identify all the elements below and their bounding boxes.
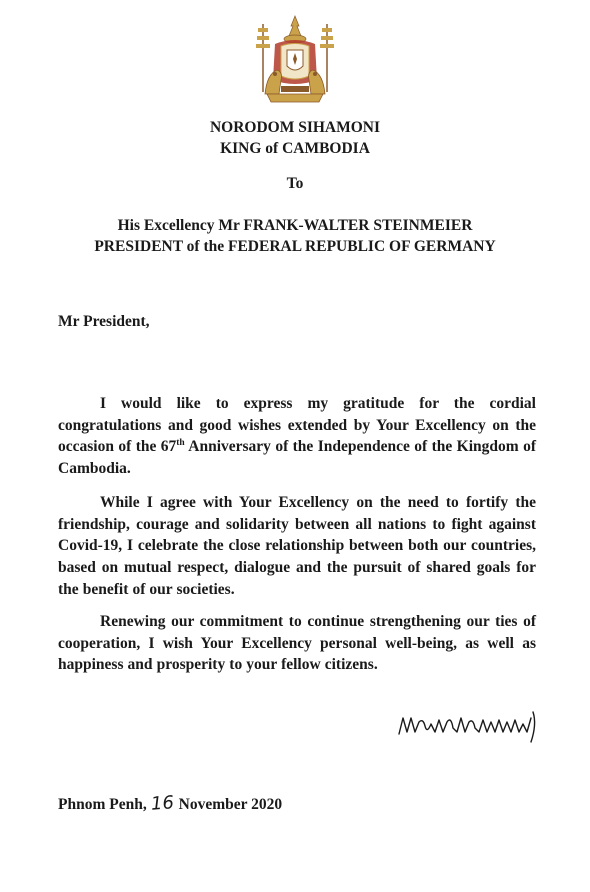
royal-coat-of-arms-emblem <box>253 14 337 106</box>
recipient-block <box>0 215 590 257</box>
sender-name: NORODOM SIHAMONI <box>209 119 381 136</box>
paragraph-2: While I agree with Your Excellency on the need to fortify the friendship, courage and solidarity between all nations to fight against Covid-19, I celebrate the close relationship between both our countries, based on mutual respect, dialogue and the pursuit of shared goals for the benefit of our societies. <box>58 494 536 598</box>
closing-date-line <box>58 793 282 814</box>
paragraph-1-text-b: Anniversary of the Independence of the Kingdom of Cambodia. <box>58 438 536 478</box>
recipient-line-2: PRESIDENT of the FEDERAL REPUBLIC OF GERMANY <box>94 238 496 255</box>
paragraph-1-text-a: I would like to express my gratitude for the cordial congratulations and good wishes extended by Your Excellency on the occasion of the 67 <box>58 395 536 456</box>
closing-place: Phnom Penh, <box>58 796 147 813</box>
ordinal-suffix: th <box>176 438 185 449</box>
sender-title: KING of CAMBODIA <box>220 140 370 157</box>
paragraph-3: Renewing our commitment to continue strengthening our ties of cooperation, I wish Your Excellency personal well-being, as well as happiness and prosperity to your fellow citizens. <box>58 613 536 674</box>
to-label: To <box>286 175 304 192</box>
paragraph-1 <box>58 393 536 480</box>
recipient-line-1: His Excellency Mr FRANK-WALTER STEINMEIER <box>117 217 473 234</box>
handwritten-signature <box>395 704 545 744</box>
handwritten-day: 16 <box>150 792 175 815</box>
sender-block <box>0 117 590 159</box>
closing-month-year: November 2020 <box>178 796 283 813</box>
salutation: Mr President, <box>58 313 150 330</box>
